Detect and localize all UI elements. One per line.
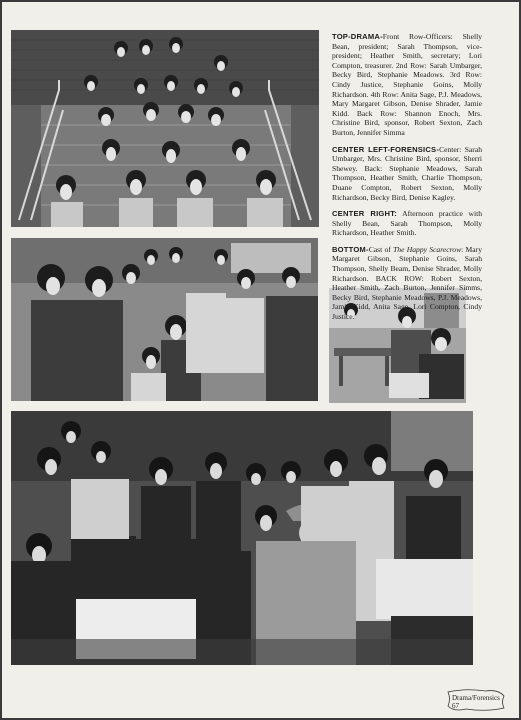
caption-top <box>332 32 482 138</box>
folio-text: Drama/Forensics 67 <box>452 694 500 710</box>
caption-top-head: TOP-DRAMA- <box>332 32 383 41</box>
caption-bottom-pre: Cast of <box>368 244 394 254</box>
caption-bottom-head: BOTTOM- <box>332 244 369 254</box>
caption-center-right-head: CENTER RIGHT: <box>332 209 397 219</box>
caption-bottom <box>332 245 482 322</box>
caption-center-left-head: CENTER LEFT-FORENSICS- <box>332 144 440 154</box>
photo-forensics-group <box>11 238 318 401</box>
caption-center-left-body: Center: Sarah Umbarger, Mrs. Christine Bird, sponsor, Sherri Shewey. Back: Stephanie Meadows, Sarah Thompson, Heather Smith, Charlie Thompson, Duane Compton, Robert Sexton, Molly Richardson, Becky Bird, Denise Kagley. <box>332 144 483 202</box>
yearbook-page <box>2 2 519 718</box>
caption-bottom-play-title: The Happy Scarecrow <box>393 244 462 254</box>
caption-top-body: Front Row-Officers: Shelly Bean, president; Sarah Thompson, vice-president; Heather Smith, secretary; Lori Compton, treasurer. 2nd Row: Sarah Umbarger, Becky Bird, Stephanie Meadows. 3rd Row: Cindy Justice, Stephanie Goins, Molly Richardson. 4th Row: Anita Sage, P.J. Meadows, Mary Margaret Gibson, Denise Shrader, Jamie Kidd. Back Row: Shannon Enoch, Mrs. Christine Bird, sponsor, Robert Sexton, Zach Burton, Jennifer Simma <box>332 32 482 137</box>
photo-drama-club-steps <box>11 30 319 227</box>
caption-block <box>332 32 482 329</box>
photo-happy-scarecrow-cast <box>11 411 473 665</box>
caption-center-left <box>332 145 482 203</box>
page-folio <box>446 688 506 712</box>
caption-center-right-body: Afternoon practice with Shelly Bean, Sarah Thompson, Molly Richardson, Heather Smith. <box>332 209 482 238</box>
caption-center-right <box>332 209 482 238</box>
caption-bottom-post: : Mary Margaret Gibson, Stephanie Goins, Sarah Thompson, Shelly Beam, Denise Shrader, Molly Richardson. BACK ROW: Robert Sexton, Heather Smith, Zach Burton, Jennifer Simms, Becky Bird, Stephanie Meadows, P.J. Meadows, Jamie Kidd, Anita Sage, Lori Compton, Cindy Justice. <box>332 244 482 322</box>
